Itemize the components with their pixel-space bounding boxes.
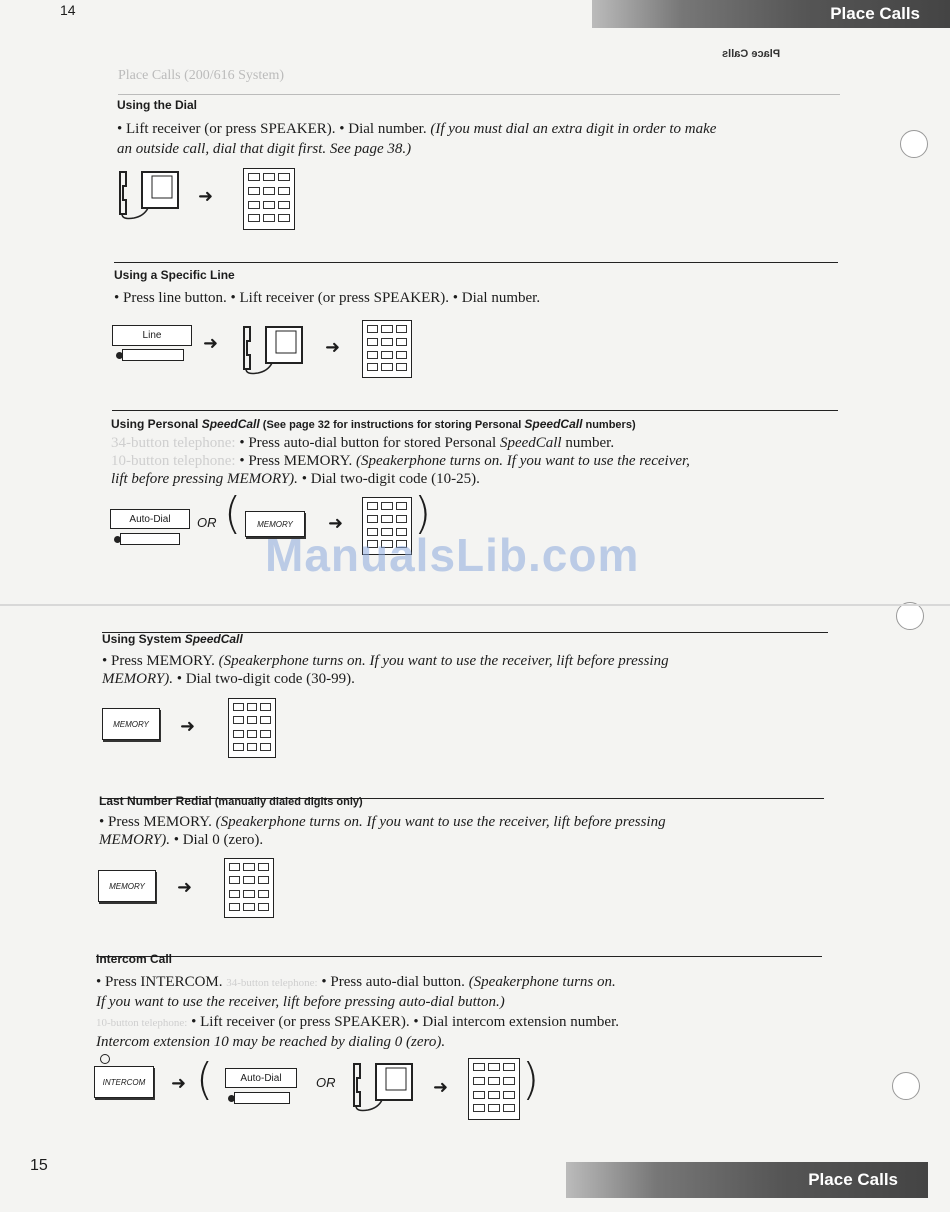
dial-text-1 [117, 120, 837, 138]
system-text-1 [102, 652, 669, 670]
intercom-text-3-content: • Lift receiver (or press SPEAKER). • Dial intercom extension number. [187, 1014, 619, 1030]
dial-text-2 [117, 140, 411, 158]
personal-heading-e: numbers) [582, 419, 636, 431]
intercom-label: INTERCOM [102, 1077, 146, 1087]
open-paren: ( [196, 1054, 214, 1105]
intercom-text-3 [96, 1013, 619, 1032]
footer-title: Place Calls [808, 1170, 898, 1189]
redial-text-2b: • Dial 0 (zero). [169, 832, 264, 848]
intercom-text-1b: • Press auto-dial button. [317, 974, 469, 990]
intercom-text-2 [96, 993, 505, 1011]
heading-specific-line: Using a Specific Line [114, 268, 235, 282]
open-paren: ( [224, 488, 242, 539]
line-text-1: • Press line button. • Lift receiver (or press SPEAKER). • Dial number. [114, 290, 541, 306]
personal-ghost-2: 10-button telephone: [111, 453, 236, 469]
system-text-2a: MEMORY). [102, 671, 173, 687]
arrow-icon: ➜ [325, 337, 341, 358]
or-label: OR [197, 515, 217, 530]
intercom-ghost-1: 34-button telephone: [226, 977, 318, 989]
arrow-icon: ➜ [328, 513, 344, 534]
intercom-indicator-icon [100, 1054, 110, 1064]
hole-punch-1 [900, 130, 928, 158]
personal-heading-b: SpeedCall [201, 417, 260, 431]
keypad-icon [362, 320, 412, 378]
auto-dial-led-icon [120, 533, 180, 545]
heading-intercom-call: Intercom Call [96, 952, 173, 966]
memory-label: MEMORY [113, 719, 149, 729]
redial-text-1b: (Speakerphone turns on. If you want to use the receiver, lift before pressing [215, 814, 666, 830]
faint-heading: Place Calls (200/616 System) [118, 68, 285, 83]
page-number-bottom: 15 [30, 1157, 48, 1174]
section-rule [96, 956, 822, 957]
system-text-1a: • Press MEMORY. [102, 653, 219, 669]
system-text-2 [102, 670, 355, 688]
section-rule [112, 410, 838, 411]
dial-text-1a: • Lift receiver (or press SPEAKER). • Dial number. [117, 121, 427, 137]
arrow-icon: ➜ [177, 877, 193, 898]
telephone-icon [112, 168, 184, 220]
redial-heading-b: (manually dialed digits only) [211, 796, 363, 808]
heading-personal-speedcall [111, 417, 636, 431]
line-button-label: Line [142, 330, 162, 341]
redial-heading-a: Last Number Redial [99, 794, 212, 808]
heading-system-speedcall [102, 632, 243, 646]
intercom-text-1a: • Press INTERCOM. [96, 974, 227, 990]
redial-text-1a: • Press MEMORY. [99, 814, 216, 830]
dial-text-2-content: an outside call, dial that digit first. See page 38.) [117, 141, 412, 157]
telephone-icon [346, 1060, 418, 1112]
arrow-icon: ➜ [180, 716, 196, 737]
arrow-icon: ➜ [203, 333, 219, 354]
auto-dial-led-icon [234, 1092, 290, 1104]
auto-dial-label: Auto-Dial [129, 513, 171, 525]
heading-using-dial: Using the Dial [117, 98, 198, 112]
system-heading-b: SpeedCall [184, 632, 243, 646]
keypad-icon [228, 698, 276, 758]
redial-text-1 [99, 813, 666, 831]
arrow-icon: ➜ [433, 1077, 449, 1098]
line-button-icon [112, 325, 192, 346]
system-text-1b: (Speakerphone turns on. If you want to use the receiver, lift before pressing [218, 653, 669, 669]
personal-text-3 [111, 470, 480, 488]
personal-text-3a: lift before pressing MEMORY). [111, 471, 298, 487]
personal-text-2a: • Press MEMORY. [239, 453, 356, 469]
hole-punch-2 [896, 602, 924, 630]
memory-button-icon [102, 708, 160, 740]
page-fold [0, 604, 950, 606]
mirrored-text: Place Calls [722, 48, 781, 60]
intercom-text-1 [96, 973, 616, 992]
hole-punch-3 [892, 1072, 920, 1100]
auto-dial-button-icon [110, 509, 190, 529]
dial-text-1b: (If you must dial an extra digit in order to make [430, 121, 717, 137]
memory-button-icon [98, 870, 156, 902]
intercom-text-2-content: If you want to use the receiver, lift before pressing auto-dial button.) [96, 994, 505, 1010]
intercom-button-icon [94, 1066, 154, 1098]
header-rule [118, 94, 840, 95]
section-rule [114, 262, 838, 263]
keypad-icon [468, 1058, 520, 1120]
memory-label: MEMORY [109, 881, 145, 891]
personal-text-2b: (Speakerphone turns on. If you want to use the receiver, [355, 453, 690, 469]
redial-text-2a: MEMORY). [99, 832, 170, 848]
personal-text-1c: number. [561, 435, 615, 451]
personal-heading-c: (See page 32 for instructions for storing Personal [259, 419, 525, 431]
personal-heading-d: SpeedCall [524, 417, 583, 431]
keypad-icon [224, 858, 274, 918]
personal-text-1b: SpeedCall [499, 435, 562, 451]
arrow-icon: ➜ [198, 186, 214, 207]
page-number-top: 14 [60, 2, 76, 18]
header-title: Place Calls [830, 4, 920, 23]
arrow-icon: ➜ [171, 1073, 187, 1094]
personal-text-1 [111, 434, 614, 452]
auto-dial-label: Auto-Dial [240, 1072, 282, 1084]
heading-last-number-redial [99, 794, 363, 808]
intercom-text-4-content: Intercom extension 10 may be reached by dialing 0 (zero). [96, 1034, 446, 1050]
intercom-text-1c: (Speakerphone turns on. [468, 974, 616, 990]
personal-text-2 [111, 452, 690, 470]
telephone-icon [236, 323, 308, 375]
header-bar [592, 0, 950, 28]
close-paren: ) [522, 1054, 540, 1105]
memory-label: MEMORY [257, 519, 293, 529]
keypad-icon [243, 168, 295, 230]
watermark-text: ManualsLib.com [265, 529, 640, 581]
line-led-icon [122, 349, 184, 361]
personal-ghost-1: 34-button telephone: [111, 435, 236, 451]
close-paren: ) [414, 488, 432, 539]
personal-text-1a: • Press auto-dial button for stored Personal [239, 435, 500, 451]
footer-bar [566, 1162, 928, 1198]
personal-text-3b: • Dial two-digit code (10-25). [297, 471, 480, 487]
system-text-2b: • Dial two-digit code (30-99). [172, 671, 355, 687]
intercom-text-4 [96, 1033, 445, 1051]
intercom-ghost-2: 10-button telephone: [96, 1017, 188, 1029]
personal-heading-a: Using Personal [111, 417, 202, 431]
system-heading-a: Using System [102, 632, 185, 646]
auto-dial-button-icon [225, 1068, 297, 1088]
redial-text-2 [99, 831, 263, 849]
or-label: OR [316, 1075, 336, 1090]
